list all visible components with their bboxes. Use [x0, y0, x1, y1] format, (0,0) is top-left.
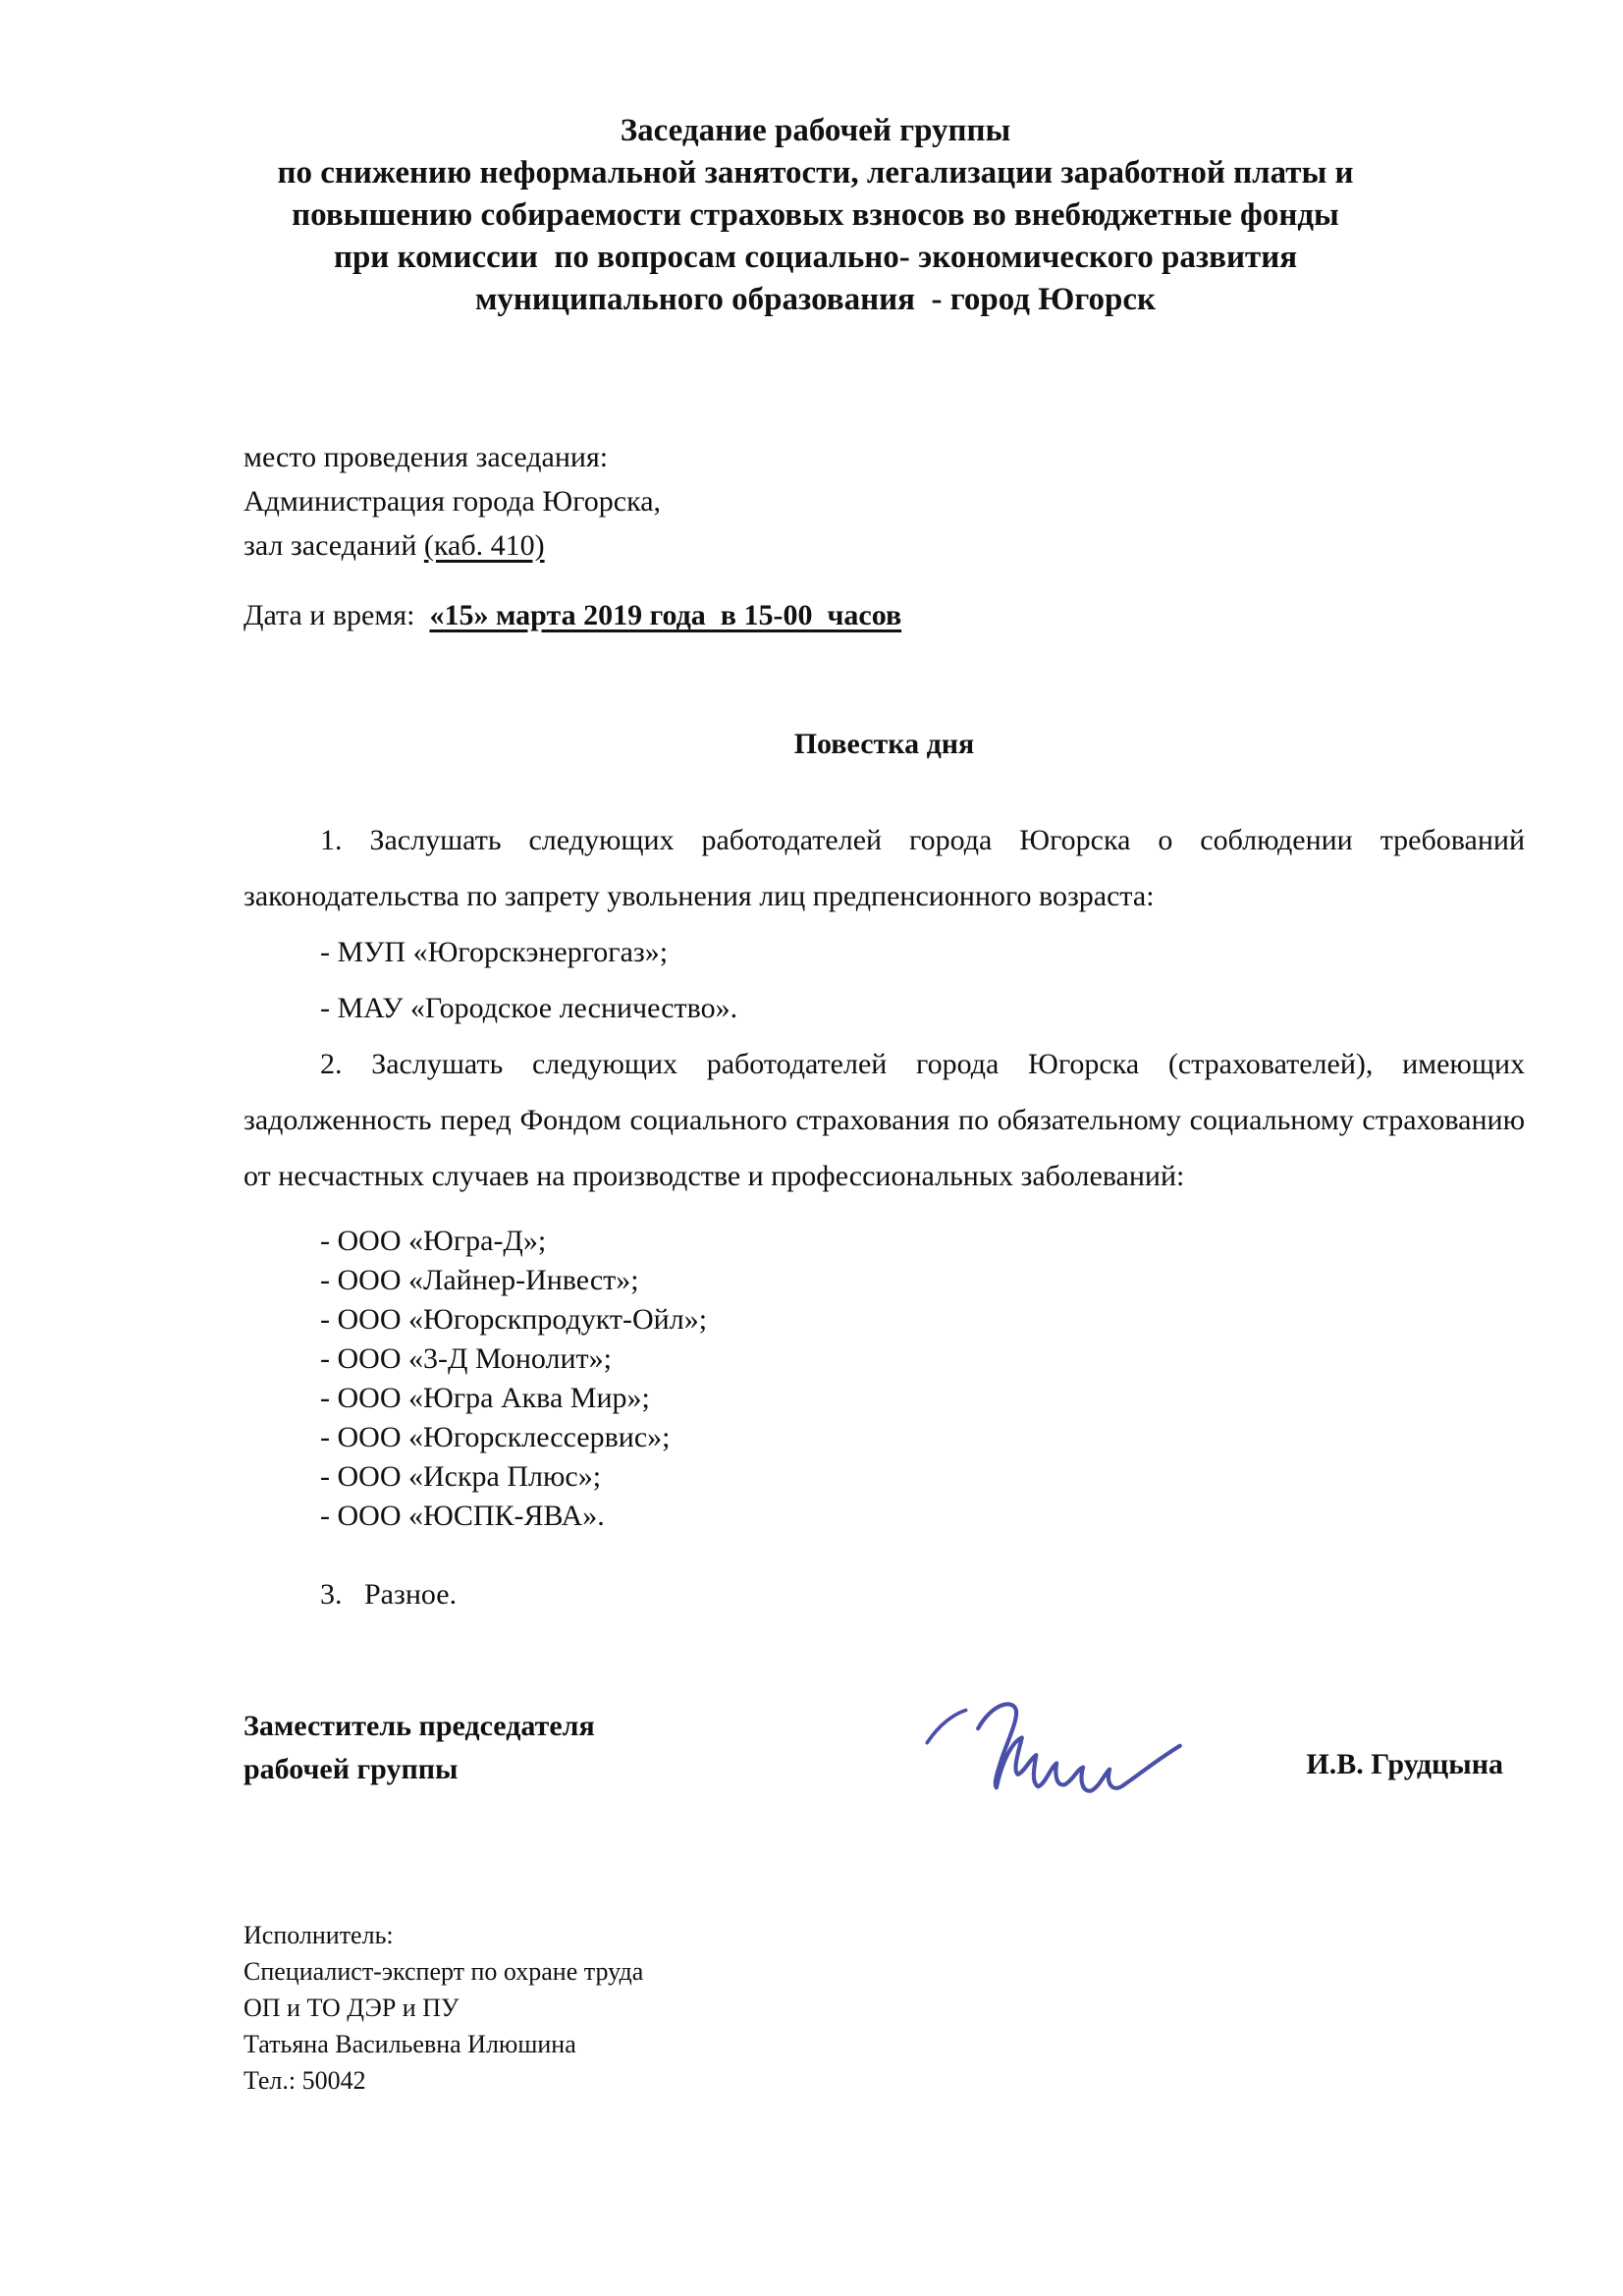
list-item: - МУП «Югорскэнергогаз»; [320, 936, 669, 968]
handwritten-signature [921, 1693, 1186, 1811]
agenda-heading: Повестка дня [793, 728, 975, 760]
list-item: - МАУ «Городское лесничество». [320, 992, 738, 1024]
signer-position-line-1: Заместитель председателя [243, 1710, 595, 1742]
agenda-item-2: 2. Заслушать следующих работодателей города Югорска (страхователей), имеющих задолженность перед Фондом социального страхования по обязательному социальному страхованию от несчастных случаев на производстве и профессиональных заболеваний: [243, 1048, 1525, 1192]
meeting-place-block [243, 435, 1525, 568]
list-item: - ООО «Югра Аква Мир»; [320, 1382, 650, 1414]
signer-name: И.В. Грудцына [1306, 1748, 1503, 1780]
datetime-line [243, 593, 1525, 637]
list-item: - ООО «Лайнер-Инвест»; [320, 1264, 639, 1296]
meeting-place-room [243, 523, 1525, 568]
executor-name: Татьяна Васильевна Илюшина [243, 2030, 576, 2058]
title-line-1: Заседание рабочей группы [620, 113, 1011, 148]
meeting-room-number: (каб. 410) [423, 529, 545, 562]
signer-position-line-2: рабочей группы [243, 1753, 459, 1785]
meeting-place-org: Администрация города Югорска, [243, 485, 662, 518]
executor-phone: Тел.: 50042 [243, 2066, 366, 2095]
executor-block [243, 1917, 1525, 2099]
agenda-item-3: 3. Разное. [320, 1578, 458, 1611]
list-item: - ООО «Югорсклессервис»; [320, 1421, 671, 1453]
meeting-place-label: место проведения заседания: [243, 441, 609, 473]
signature-row [243, 1705, 1525, 1832]
agenda-item-2-sublist [243, 1222, 1525, 1536]
list-item: - ООО «Югорскпродукт-Ойл»; [320, 1303, 708, 1336]
title-line-4: при комиссии по вопросам социально- экономического развития [333, 240, 1298, 275]
title-line-5: муниципального образования - город Югорск [474, 282, 1157, 317]
meeting-room-prefix: зал заседаний [243, 529, 424, 562]
executor-department: ОП и ТО ДЭР и ПУ [243, 1994, 460, 2022]
list-item: - ООО «ЮСПК-ЯВА». [320, 1500, 605, 1532]
executor-position: Специалист-эксперт по охране труда [243, 1957, 644, 1986]
agenda-item-1: 1. Заслушать следующих работодателей города Югорска о соблюдении требований законодательства по запрету увольнения лиц предпенсионного возраста: [243, 824, 1525, 912]
document-title [116, 110, 1515, 321]
executor-label: Исполнитель: [243, 1921, 394, 1949]
datetime-label: Дата и время: [243, 599, 430, 631]
list-item: - ООО «3-Д Монолит»; [320, 1342, 612, 1375]
agenda-item-1-sublist [243, 924, 1525, 1036]
datetime-value: «15» марта 2019 года в 15-00 часов [429, 599, 902, 631]
title-line-2: по снижению неформальной занятости, легализации заработной платы и [277, 155, 1354, 191]
list-item: - ООО «Искра Плюс»; [320, 1460, 602, 1493]
title-line-3: повышению собираемости страховых взносов во внебюджетные фонды [292, 197, 1339, 233]
list-item: - ООО «Югра-Д»; [320, 1225, 547, 1257]
